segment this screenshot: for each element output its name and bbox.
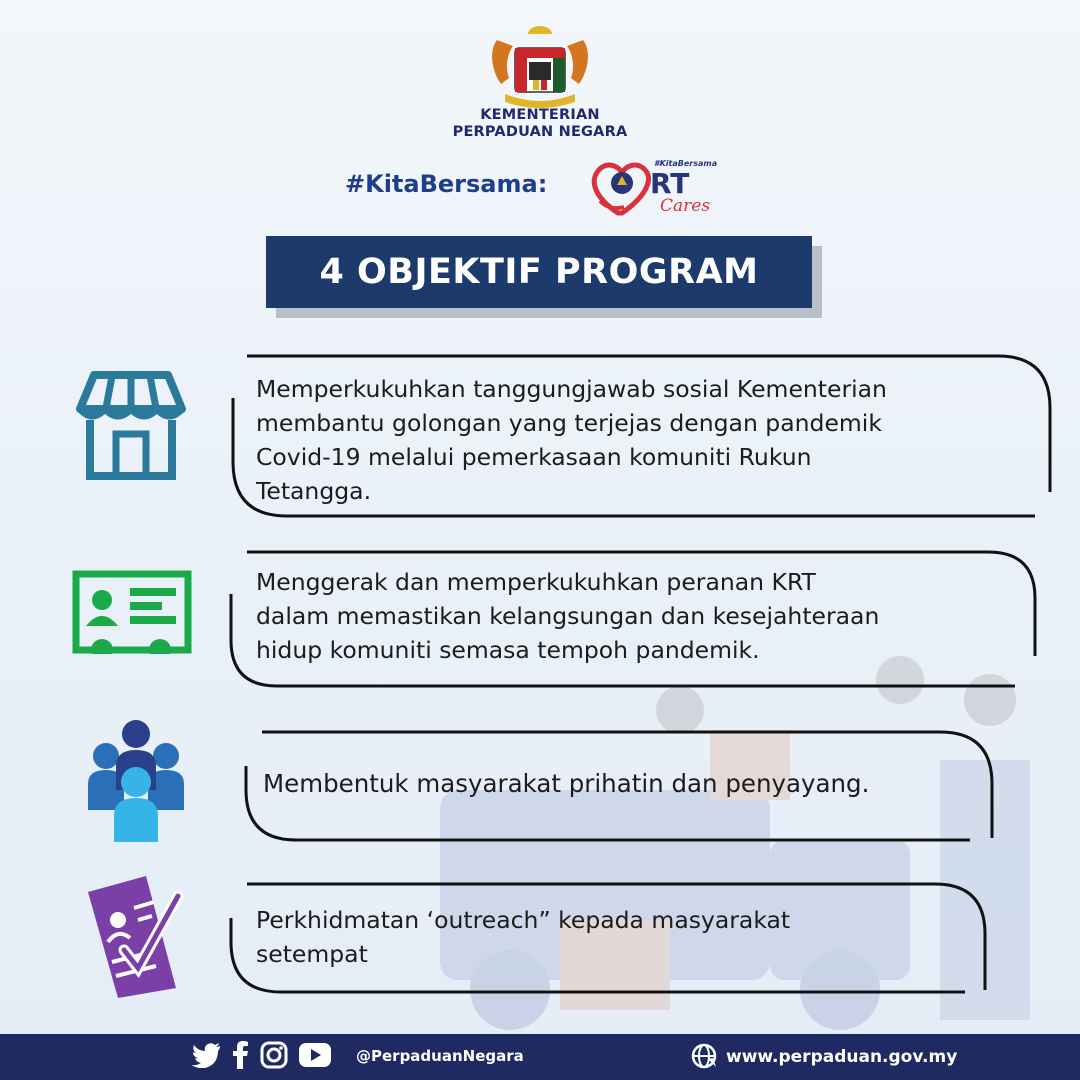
- objective-2-line-3: hidup komuniti semasa tempoh pandemik.: [256, 636, 760, 664]
- social-handle[interactable]: @PerpaduanNegara: [356, 1047, 524, 1065]
- objective-text-1: [256, 372, 887, 508]
- objective-3-line-1: Membentuk masyarakat prihatin dan penyayang.: [263, 769, 870, 798]
- instagram-icon[interactable]: [260, 1041, 288, 1069]
- hashtag-text: #KitaBersama:: [345, 170, 548, 198]
- title-banner: [266, 236, 812, 308]
- objective-4-line-2: setempat: [256, 940, 368, 968]
- social-links: [192, 1041, 332, 1069]
- government-crest-logo: [483, 22, 597, 108]
- website-url[interactable]: www.perpaduan.gov.my: [726, 1047, 958, 1067]
- document-check-icon: [82, 872, 186, 1000]
- objective-text-2: [256, 565, 879, 667]
- rt-cares-logo: [588, 155, 718, 219]
- rt-small-text: #KitaBersama: [654, 159, 718, 168]
- objective-2-line-1: Menggerak dan memperkukuhkan peranan KRT: [256, 568, 816, 596]
- shop-icon: [76, 370, 186, 482]
- rt-script-text: Cares: [660, 196, 711, 216]
- globe-icon: [690, 1042, 718, 1070]
- objective-text-3: [263, 767, 869, 801]
- twitter-icon[interactable]: [192, 1042, 222, 1068]
- community-group-icon: [84, 718, 188, 842]
- youtube-icon[interactable]: [298, 1042, 332, 1068]
- ministry-name: [400, 107, 680, 141]
- rt-main-text: RT: [650, 167, 690, 200]
- objective-2-line-2: dalam memastikan kelangsungan dan kesejahteraan: [256, 602, 880, 630]
- id-card-icon: [72, 570, 192, 654]
- ministry-line1: KEMENTERIAN: [480, 107, 600, 123]
- page-title: 4 OBJEKTIF PROGRAM: [319, 252, 759, 292]
- objective-1-line-2: membantu golongan yang terjejas dengan pandemik: [256, 409, 882, 437]
- objective-1-line-1: Memperkukuhkan tanggungjawab sosial Kementerian: [256, 375, 887, 403]
- objective-4-line-1: Perkhidmatan ‘outreach” kepada masyarakat: [256, 906, 791, 934]
- ministry-line2: PERPADUAN NEGARA: [452, 124, 628, 140]
- objective-text-4: [256, 903, 790, 971]
- objective-1-line-4: Tetangga.: [256, 477, 372, 505]
- facebook-icon[interactable]: [232, 1041, 250, 1069]
- objective-1-line-3: Covid-19 melalui pemerkasaan komuniti Rukun: [256, 443, 812, 471]
